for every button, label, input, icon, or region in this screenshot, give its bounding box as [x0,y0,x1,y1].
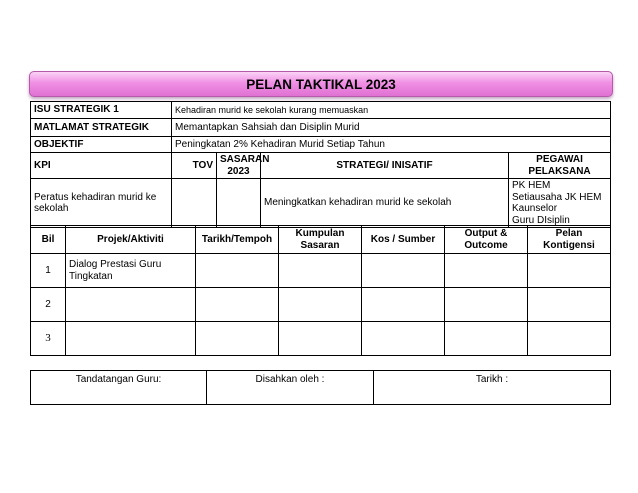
bil-cell: 3 [31,322,66,356]
table-row [31,254,611,288]
tarikh-label: Tarikh : [374,371,611,405]
empty-cell [528,254,611,288]
pegawai-header: PEGAWAI PELAKSANA [509,153,611,179]
projek-header: Projek/Aktiviti [66,226,196,254]
bil-cell: 2 [31,288,66,322]
strategi-value: Meningkatkan kehadiran murid ke sekolah [261,179,509,228]
pegawai-item: Kaunselor [512,203,558,214]
output-header: Output & Outcome [445,226,528,254]
projek-cell [66,322,196,356]
table-row [31,288,611,322]
empty-cell [528,288,611,322]
empty-cell [196,322,279,356]
matlamat-value: Memantapkan Sahsiah dan Disiplin Murid [172,119,611,137]
signature-table [30,370,611,405]
matlamat-row [31,119,611,137]
empty-cell [362,322,445,356]
empty-cell [279,254,362,288]
pegawai-item: Guru DIsiplin [512,214,570,226]
kpi-header: KPI [31,153,172,179]
kpi-header-row [31,153,611,179]
pegawai-item: PK HEM [512,180,551,191]
sasaran-header: SASARAN 2023 [217,153,261,179]
empty-cell [196,288,279,322]
sasaran-value [217,179,261,228]
page-title: PELAN TAKTIKAL 2023 [29,71,613,97]
tov-value [172,179,217,228]
objektif-value: Peningkatan 2% Kehadiran Murid Setiap Tahun [172,137,611,153]
strategy-info-table [30,101,611,228]
strategi-header: STRATEGI/ INISATIF [261,153,509,179]
isu-label: ISU STRATEGIK 1 [31,102,172,119]
tov-header: TOV [172,153,217,179]
tandatangan-guru: Tandatangan Guru: [31,371,207,405]
activity-table [30,225,611,356]
empty-cell [279,322,362,356]
pelan-header: Pelan Kontigensi [528,226,611,254]
activity-header-row [31,226,611,254]
empty-cell [445,322,528,356]
isu-value: Kehadiran murid ke sekolah kurang memuaskan [172,102,611,119]
empty-cell [528,322,611,356]
bil-cell: 1 [31,254,66,288]
matlamat-label: MATLAMAT STRATEGIK [31,119,172,137]
empty-cell [445,254,528,288]
disahkan-oleh: Disahkan oleh : [207,371,374,405]
empty-cell [279,288,362,322]
signature-row [31,371,611,405]
empty-cell [362,254,445,288]
pegawai-list [509,179,611,228]
projek-cell: Dialog Prestasi Guru Tingkatan [66,254,196,288]
isu-row [31,102,611,119]
kpi-value: Peratus kehadiran murid ke sekolah [31,179,172,228]
empty-cell [362,288,445,322]
pegawai-item: Setiausaha JK HEM [512,191,602,203]
bil-header: Bil [31,226,66,254]
table-row [31,322,611,356]
objektif-label: OBJEKTIF [31,137,172,153]
kpi-data-row [31,179,611,228]
objektif-row [31,137,611,153]
projek-cell [66,288,196,322]
empty-cell [196,254,279,288]
empty-cell [445,288,528,322]
kos-header: Kos / Sumber [362,226,445,254]
tarikh-header: Tarikh/Tempoh [196,226,279,254]
kumpulan-header: Kumpulan Sasaran [279,226,362,254]
